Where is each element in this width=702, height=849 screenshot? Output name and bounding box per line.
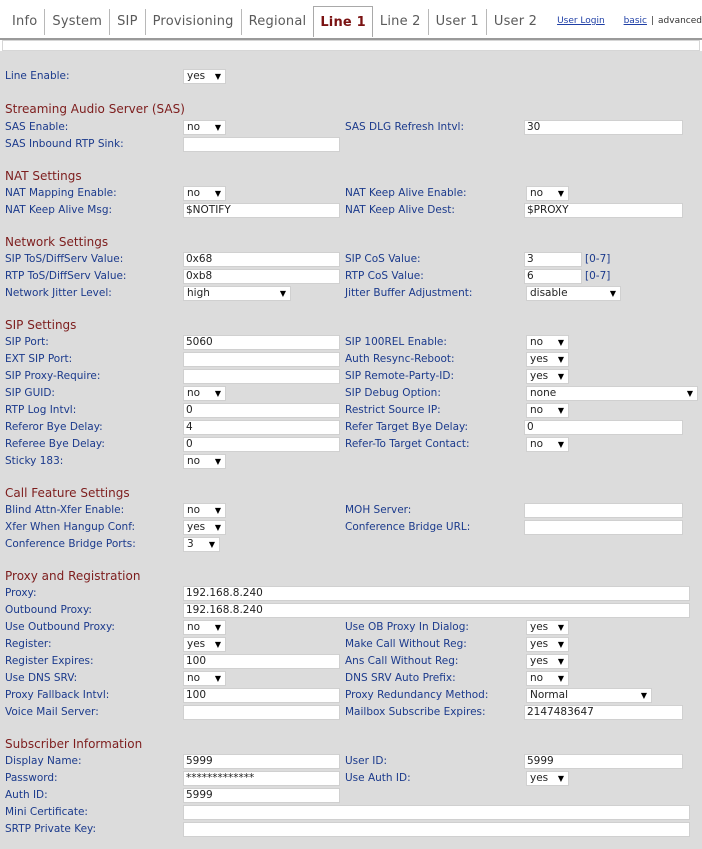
rtp-tos-label: RTP ToS/DiffServ Value:: [5, 270, 127, 282]
conference-bridge-ports-value: 3: [187, 538, 194, 550]
dropdown-arrow-icon: ▼: [214, 506, 221, 515]
password-input[interactable]: *************: [183, 771, 340, 786]
dns-srv-auto-prefix-select[interactable]: [526, 671, 569, 686]
sip-cos-range: [0-7]: [585, 253, 611, 265]
nat-keep-alive-enable-select[interactable]: [526, 186, 569, 201]
blind-xfer-select[interactable]: [183, 503, 226, 518]
dropdown-arrow-icon: ▼: [214, 523, 221, 532]
sip-remote-party-label: SIP Remote-Party-ID:: [345, 370, 454, 382]
sip-100rel-value: no: [530, 336, 544, 348]
ans-call-without-reg-label: Ans Call Without Reg:: [345, 655, 459, 667]
rtp-tos-input[interactable]: 0xb8: [183, 269, 340, 284]
conference-bridge-ports-label: Conference Bridge Ports:: [5, 538, 136, 550]
proxy-redundancy-value: Normal: [530, 689, 568, 701]
srtp-private-key-input[interactable]: [183, 822, 690, 837]
sticky-183-label: Sticky 183:: [5, 455, 64, 467]
jitter-buffer-value: disable: [530, 287, 568, 299]
header-spacer-bar: [2, 40, 700, 51]
network-section-title: Network Settings: [5, 235, 109, 249]
dns-srv-auto-prefix-value: no: [530, 672, 544, 684]
network-jitter-label: Network Jitter Level:: [5, 287, 112, 299]
auth-id-label: Auth ID:: [5, 789, 48, 801]
use-dns-srv-label: Use DNS SRV:: [5, 672, 78, 684]
tab-regional[interactable]: Regional: [241, 9, 314, 35]
proxy-label: Proxy:: [5, 587, 37, 599]
dropdown-arrow-icon: ▼: [214, 457, 221, 466]
ans-call-without-reg-value: yes: [530, 655, 549, 667]
sas-inbound-sink-input[interactable]: [183, 137, 340, 152]
srtp-private-key-label: SRTP Private Key:: [5, 823, 97, 835]
voice-mail-server-label: Voice Mail Server:: [5, 706, 99, 718]
ob-proxy-dialog-select[interactable]: [526, 620, 569, 635]
basic-link[interactable]: basic: [623, 16, 647, 26]
auth-id-input[interactable]: 5999: [183, 788, 340, 803]
sip-section-title: SIP Settings: [5, 318, 77, 332]
refer-target-bye-delay-input[interactable]: 0: [524, 420, 683, 435]
mini-certificate-label: Mini Certificate:: [5, 806, 88, 818]
dropdown-arrow-icon: ▼: [609, 289, 616, 298]
nat-keep-alive-dest-input[interactable]: $PROXY: [524, 203, 683, 218]
outbound-proxy-label: Outbound Proxy:: [5, 604, 92, 616]
dropdown-arrow-icon: ▼: [214, 623, 221, 632]
nat-section-title: NAT Settings: [5, 169, 82, 183]
line-enable-value: yes: [187, 70, 206, 82]
rtp-cos-input[interactable]: 6: [524, 269, 582, 284]
register-select[interactable]: [183, 637, 226, 652]
sas-inbound-sink-label: SAS Inbound RTP Sink:: [5, 138, 124, 150]
tab-line-1[interactable]: Line 1: [313, 6, 373, 37]
nat-keep-alive-msg-input[interactable]: $NOTIFY: [183, 203, 340, 218]
tab-info[interactable]: Info: [12, 14, 38, 29]
refer-to-contact-value: no: [530, 438, 544, 450]
sip-debug-label: SIP Debug Option:: [345, 387, 441, 399]
sticky-183-select[interactable]: [183, 454, 226, 469]
dropdown-arrow-icon: ▼: [557, 640, 564, 649]
outbound-proxy-input[interactable]: 192.168.8.240: [183, 603, 690, 618]
ext-sip-port-label: EXT SIP Port:: [5, 353, 73, 365]
advanced-link[interactable]: advanced: [658, 16, 702, 26]
tab-sip[interactable]: SIP: [109, 9, 145, 35]
user-id-label: User ID:: [345, 755, 387, 767]
sip-debug-select[interactable]: [526, 386, 698, 401]
dropdown-arrow-icon: ▼: [214, 123, 221, 132]
xfer-hangup-conf-select[interactable]: [183, 520, 226, 535]
display-name-label: Display Name:: [5, 755, 82, 767]
proxy-redundancy-label: Proxy Redundancy Method:: [345, 689, 489, 701]
auth-resync-value: yes: [530, 353, 549, 365]
nat-keep-alive-dest-label: NAT Keep Alive Dest:: [345, 204, 455, 216]
refer-target-bye-delay-label: Refer Target Bye Delay:: [345, 421, 469, 433]
sip-guid-select[interactable]: [183, 386, 226, 401]
nat-keep-alive-msg-label: NAT Keep Alive Msg:: [5, 204, 113, 216]
sip-tos-label: SIP ToS/DiffServ Value:: [5, 253, 124, 265]
ob-proxy-dialog-value: yes: [530, 621, 549, 633]
sip-port-input[interactable]: 5060: [183, 335, 340, 350]
sas-dlg-refresh-label: SAS DLG Refresh Intvl:: [345, 121, 464, 133]
proxy-fallback-label: Proxy Fallback Intvl:: [5, 689, 110, 701]
register-value: yes: [187, 638, 206, 650]
tab-system[interactable]: System: [44, 9, 109, 35]
use-outbound-proxy-value: no: [187, 621, 201, 633]
sip-port-label: SIP Port:: [5, 336, 49, 348]
dropdown-arrow-icon: ▼: [214, 189, 221, 198]
top-nav: [0, 0, 702, 38]
dropdown-arrow-icon: ▼: [557, 338, 564, 347]
ans-call-without-reg-select[interactable]: [526, 654, 569, 669]
auth-resync-label: Auth Resync-Reboot:: [345, 353, 455, 365]
referor-bye-delay-label: Referor Bye Delay:: [5, 421, 103, 433]
view-links: [557, 16, 702, 26]
conference-bridge-ports-select[interactable]: [183, 537, 220, 552]
display-name-input[interactable]: 5999: [183, 754, 340, 769]
call-feature-section-title: Call Feature Settings: [5, 486, 130, 500]
referee-bye-delay-input[interactable]: 0: [183, 437, 340, 452]
blind-xfer-value: no: [187, 504, 201, 516]
subscriber-section-title: Subscriber Information: [5, 737, 143, 751]
xfer-hangup-conf-label: Xfer When Hangup Conf:: [5, 521, 136, 533]
mailbox-subscribe-expires-input[interactable]: 2147483647: [524, 705, 683, 720]
dropdown-arrow-icon: ▼: [557, 774, 564, 783]
referee-bye-delay-label: Referee Bye Delay:: [5, 438, 105, 450]
sip-100rel-select[interactable]: [526, 335, 569, 350]
dropdown-arrow-icon: ▼: [557, 406, 564, 415]
make-call-without-reg-value: yes: [530, 638, 549, 650]
sticky-183-value: no: [187, 455, 201, 467]
dropdown-arrow-icon: ▼: [214, 72, 221, 81]
user-id-input[interactable]: 5999: [524, 754, 683, 769]
sas-section-title: Streaming Audio Server (SAS): [5, 102, 185, 116]
use-outbound-proxy-select[interactable]: [183, 620, 226, 635]
refer-to-contact-label: Refer-To Target Contact:: [345, 438, 470, 450]
use-auth-id-value: yes: [530, 772, 549, 784]
nat-mapping-value: no: [187, 187, 201, 199]
dropdown-arrow-icon: ▼: [557, 657, 564, 666]
ob-proxy-dialog-label: Use OB Proxy In Dialog:: [345, 621, 469, 633]
auth-resync-select[interactable]: [526, 352, 569, 367]
sip-cos-input[interactable]: 3: [524, 252, 582, 267]
sip-guid-value: no: [187, 387, 201, 399]
register-label: Register:: [5, 638, 52, 650]
restrict-source-ip-label: Restrict Source IP:: [345, 404, 441, 416]
mailbox-subscribe-expires-label: Mailbox Subscribe Expires:: [345, 706, 486, 718]
proxy-fallback-input[interactable]: 100: [183, 688, 340, 703]
voice-mail-server-input[interactable]: [183, 705, 340, 720]
dropdown-arrow-icon: ▼: [208, 540, 215, 549]
dropdown-arrow-icon: ▼: [214, 640, 221, 649]
tab-user-2[interactable]: User 2: [486, 9, 544, 35]
ext-sip-port-input[interactable]: [183, 352, 340, 367]
refer-to-contact-select[interactable]: [526, 437, 569, 452]
line-1-settings-form: [0, 51, 702, 849]
jitter-buffer-label: Jitter Buffer Adjustment:: [345, 287, 473, 299]
sas-enable-select[interactable]: [183, 120, 226, 135]
line-enable-label: Line Enable:: [5, 70, 70, 82]
proxy-section-title: Proxy and Registration: [5, 569, 141, 583]
network-jitter-value: high: [187, 287, 210, 299]
dropdown-arrow-icon: ▼: [214, 674, 221, 683]
xfer-hangup-conf-value: yes: [187, 521, 206, 533]
sip-remote-party-select[interactable]: [526, 369, 569, 384]
dropdown-arrow-icon: ▼: [557, 440, 564, 449]
sip-proxy-require-input[interactable]: [183, 369, 340, 384]
sip-tos-input[interactable]: 0x68: [183, 252, 340, 267]
conference-bridge-url-label: Conference Bridge URL:: [345, 521, 471, 533]
referor-bye-delay-input[interactable]: 4: [183, 420, 340, 435]
sas-enable-value: no: [187, 121, 201, 133]
nat-keep-alive-enable-label: NAT Keep Alive Enable:: [345, 187, 467, 199]
line-enable-select[interactable]: [183, 69, 226, 84]
nat-mapping-select[interactable]: [183, 186, 226, 201]
password-label: Password:: [5, 772, 58, 784]
use-dns-srv-select[interactable]: [183, 671, 226, 686]
tab-line-2[interactable]: Line 2: [379, 14, 421, 29]
rtp-cos-label: RTP CoS Value:: [345, 270, 424, 282]
sip-100rel-label: SIP 100REL Enable:: [345, 336, 447, 348]
restrict-source-ip-select[interactable]: [526, 403, 569, 418]
register-expires-input[interactable]: 100: [183, 654, 340, 669]
dropdown-arrow-icon: ▼: [279, 289, 286, 298]
register-expires-label: Register Expires:: [5, 655, 94, 667]
rtp-log-input[interactable]: 0: [183, 403, 340, 418]
sip-remote-party-value: yes: [530, 370, 549, 382]
link-separator: |: [650, 16, 655, 26]
mini-certificate-input[interactable]: [183, 805, 690, 820]
user-login-link[interactable]: User Login: [557, 16, 605, 26]
moh-server-input[interactable]: [524, 503, 683, 518]
network-jitter-select[interactable]: [183, 286, 291, 301]
dropdown-arrow-icon: ▼: [557, 372, 564, 381]
nat-mapping-label: NAT Mapping Enable:: [5, 187, 117, 199]
make-call-without-reg-label: Make Call Without Reg:: [345, 638, 467, 650]
proxy-input[interactable]: 192.168.8.240: [183, 586, 690, 601]
rtp-log-label: RTP Log Intvl:: [5, 404, 77, 416]
nat-keep-alive-enable-value: no: [530, 187, 544, 199]
dns-srv-auto-prefix-label: DNS SRV Auto Prefix:: [345, 672, 456, 684]
sip-debug-value: none: [530, 387, 557, 399]
use-auth-id-label: Use Auth ID:: [345, 772, 411, 784]
moh-server-label: MOH Server:: [345, 504, 412, 516]
sas-enable-label: SAS Enable:: [5, 121, 69, 133]
use-auth-id-select[interactable]: [526, 771, 569, 786]
sip-cos-label: SIP CoS Value:: [345, 253, 421, 265]
dropdown-arrow-icon: ▼: [557, 355, 564, 364]
sas-dlg-refresh-input[interactable]: 30: [524, 120, 683, 135]
dropdown-arrow-icon: ▼: [557, 189, 564, 198]
sip-proxy-require-label: SIP Proxy-Require:: [5, 370, 101, 382]
proxy-redundancy-select[interactable]: [526, 688, 652, 703]
rtp-cos-range: [0-7]: [585, 270, 611, 282]
dropdown-arrow-icon: ▼: [640, 691, 647, 700]
dropdown-arrow-icon: ▼: [686, 389, 693, 398]
tab-provisioning[interactable]: Provisioning: [145, 9, 241, 35]
blind-xfer-label: Blind Attn-Xfer Enable:: [5, 504, 125, 516]
tab-user-1[interactable]: User 1: [428, 9, 486, 35]
restrict-source-ip-value: no: [530, 404, 544, 416]
use-outbound-proxy-label: Use Outbound Proxy:: [5, 621, 115, 633]
dropdown-arrow-icon: ▼: [557, 623, 564, 632]
tab-bar: [5, 9, 544, 37]
conference-bridge-url-input[interactable]: [524, 520, 683, 535]
jitter-buffer-select[interactable]: [526, 286, 621, 301]
dropdown-arrow-icon: ▼: [214, 389, 221, 398]
make-call-without-reg-select[interactable]: [526, 637, 569, 652]
sip-guid-label: SIP GUID:: [5, 387, 55, 399]
dropdown-arrow-icon: ▼: [557, 674, 564, 683]
use-dns-srv-value: no: [187, 672, 201, 684]
